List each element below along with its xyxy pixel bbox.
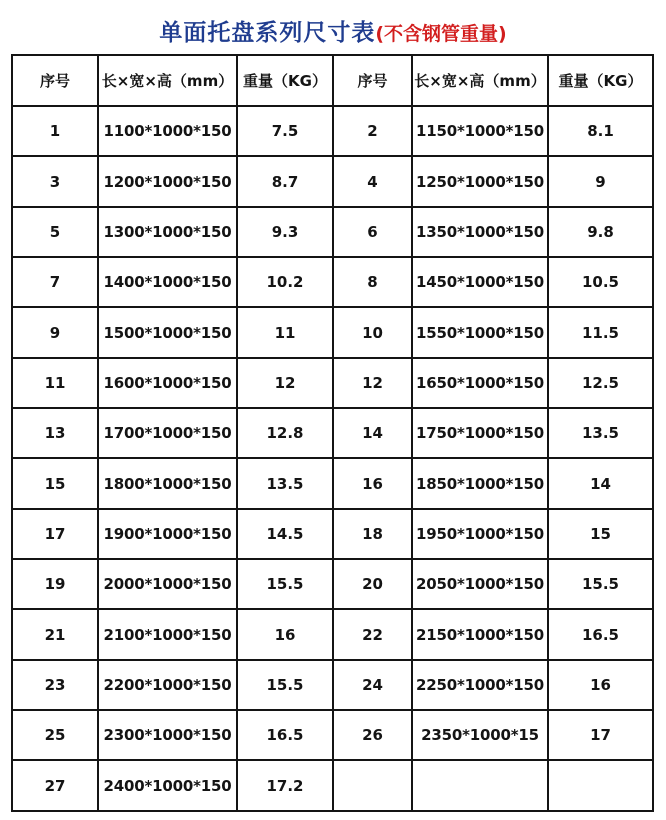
seq-cell: 15 <box>12 458 98 508</box>
seq-cell: 8 <box>333 257 412 307</box>
dimensions-cell: 2000*1000*150 <box>98 559 237 609</box>
weight-cell: 9.3 <box>237 207 333 257</box>
weight-cell: 16.5 <box>548 609 653 659</box>
weight-cell: 9.8 <box>548 207 653 257</box>
weight-cell: 15 <box>548 509 653 559</box>
dimensions-cell: 1750*1000*150 <box>412 408 548 458</box>
weight-cell: 16 <box>548 660 653 710</box>
header-seq: 序号 <box>333 55 412 106</box>
table-row <box>12 760 653 811</box>
weight-cell: 14 <box>548 458 653 508</box>
seq-cell: 7 <box>12 257 98 307</box>
weight-cell: 13.5 <box>548 408 653 458</box>
weight-cell: 11.5 <box>548 307 653 357</box>
dimensions-cell <box>412 760 548 811</box>
header-dimensions: 长×宽×高（mm） <box>412 55 548 106</box>
table-row <box>12 106 653 156</box>
table-body <box>12 106 653 811</box>
weight-cell: 17 <box>548 710 653 760</box>
weight-cell: 7.5 <box>237 106 333 156</box>
dimensions-cell: 1600*1000*150 <box>98 358 237 408</box>
dimensions-cell: 1800*1000*150 <box>98 458 237 508</box>
dimensions-cell: 2150*1000*150 <box>412 609 548 659</box>
dimensions-cell: 2400*1000*150 <box>98 760 237 811</box>
seq-cell: 20 <box>333 559 412 609</box>
weight-cell: 16 <box>237 609 333 659</box>
pallet-size-table <box>11 54 654 812</box>
seq-cell: 11 <box>12 358 98 408</box>
table-row <box>12 660 653 710</box>
weight-cell: 10.2 <box>237 257 333 307</box>
weight-cell: 11 <box>237 307 333 357</box>
dimensions-cell: 1250*1000*150 <box>412 156 548 206</box>
dimensions-cell: 1550*1000*150 <box>412 307 548 357</box>
dimensions-cell: 1900*1000*150 <box>98 509 237 559</box>
table-row <box>12 609 653 659</box>
weight-cell: 8.1 <box>548 106 653 156</box>
seq-cell: 18 <box>333 509 412 559</box>
table-title: 单面托盘系列尺寸表 <box>159 20 376 46</box>
weight-cell: 12 <box>237 358 333 408</box>
table-row <box>12 509 653 559</box>
weight-cell: 14.5 <box>237 509 333 559</box>
seq-cell <box>333 760 412 811</box>
table-row <box>12 207 653 257</box>
seq-cell: 26 <box>333 710 412 760</box>
weight-cell: 16.5 <box>237 710 333 760</box>
seq-cell: 21 <box>12 609 98 659</box>
table-row <box>12 257 653 307</box>
weight-cell: 12.5 <box>548 358 653 408</box>
dimensions-cell: 1400*1000*150 <box>98 257 237 307</box>
seq-cell: 4 <box>333 156 412 206</box>
table-row <box>12 710 653 760</box>
weight-cell: 15.5 <box>237 660 333 710</box>
table-row <box>12 358 653 408</box>
dimensions-cell: 1100*1000*150 <box>98 106 237 156</box>
weight-cell: 12.8 <box>237 408 333 458</box>
seq-cell: 25 <box>12 710 98 760</box>
header-seq: 序号 <box>12 55 98 106</box>
seq-cell: 14 <box>333 408 412 458</box>
dimensions-cell: 2250*1000*150 <box>412 660 548 710</box>
weight-cell: 9 <box>548 156 653 206</box>
dimensions-cell: 2050*1000*150 <box>412 559 548 609</box>
weight-cell: 8.7 <box>237 156 333 206</box>
dimensions-cell: 1950*1000*150 <box>412 509 548 559</box>
dimensions-cell: 1300*1000*150 <box>98 207 237 257</box>
table-row <box>12 458 653 508</box>
seq-cell: 9 <box>12 307 98 357</box>
dimensions-cell: 2100*1000*150 <box>98 609 237 659</box>
seq-cell: 5 <box>12 207 98 257</box>
seq-cell: 2 <box>333 106 412 156</box>
seq-cell: 22 <box>333 609 412 659</box>
seq-cell: 27 <box>12 760 98 811</box>
header-row <box>12 55 653 106</box>
seq-cell: 17 <box>12 509 98 559</box>
dimensions-cell: 1150*1000*150 <box>412 106 548 156</box>
seq-cell: 19 <box>12 559 98 609</box>
page-title <box>0 14 666 47</box>
seq-cell: 6 <box>333 207 412 257</box>
seq-cell: 23 <box>12 660 98 710</box>
weight-cell: 15.5 <box>237 559 333 609</box>
dimensions-cell: 1850*1000*150 <box>412 458 548 508</box>
dimensions-cell: 2350*1000*15 <box>412 710 548 760</box>
seq-cell: 1 <box>12 106 98 156</box>
seq-cell: 10 <box>333 307 412 357</box>
dimensions-cell: 1650*1000*150 <box>412 358 548 408</box>
dimensions-cell: 1200*1000*150 <box>98 156 237 206</box>
seq-cell: 16 <box>333 458 412 508</box>
header-weight: 重量（KG） <box>548 55 653 106</box>
header-dimensions: 长×宽×高（mm） <box>98 55 237 106</box>
dimensions-cell: 1500*1000*150 <box>98 307 237 357</box>
seq-cell: 12 <box>333 358 412 408</box>
dimensions-cell: 1450*1000*150 <box>412 257 548 307</box>
weight-cell: 15.5 <box>548 559 653 609</box>
weight-cell: 10.5 <box>548 257 653 307</box>
dimensions-cell: 2200*1000*150 <box>98 660 237 710</box>
seq-cell: 13 <box>12 408 98 458</box>
table-row <box>12 307 653 357</box>
seq-cell: 3 <box>12 156 98 206</box>
weight-cell <box>548 760 653 811</box>
weight-cell: 17.2 <box>237 760 333 811</box>
dimensions-cell: 1700*1000*150 <box>98 408 237 458</box>
header-weight: 重量（KG） <box>237 55 333 106</box>
dimensions-cell: 2300*1000*150 <box>98 710 237 760</box>
table-row <box>12 559 653 609</box>
table-row <box>12 156 653 206</box>
weight-cell: 13.5 <box>237 458 333 508</box>
dimensions-cell: 1350*1000*150 <box>412 207 548 257</box>
seq-cell: 24 <box>333 660 412 710</box>
title-note: (不含钢管重量) <box>375 23 507 45</box>
table-row <box>12 408 653 458</box>
